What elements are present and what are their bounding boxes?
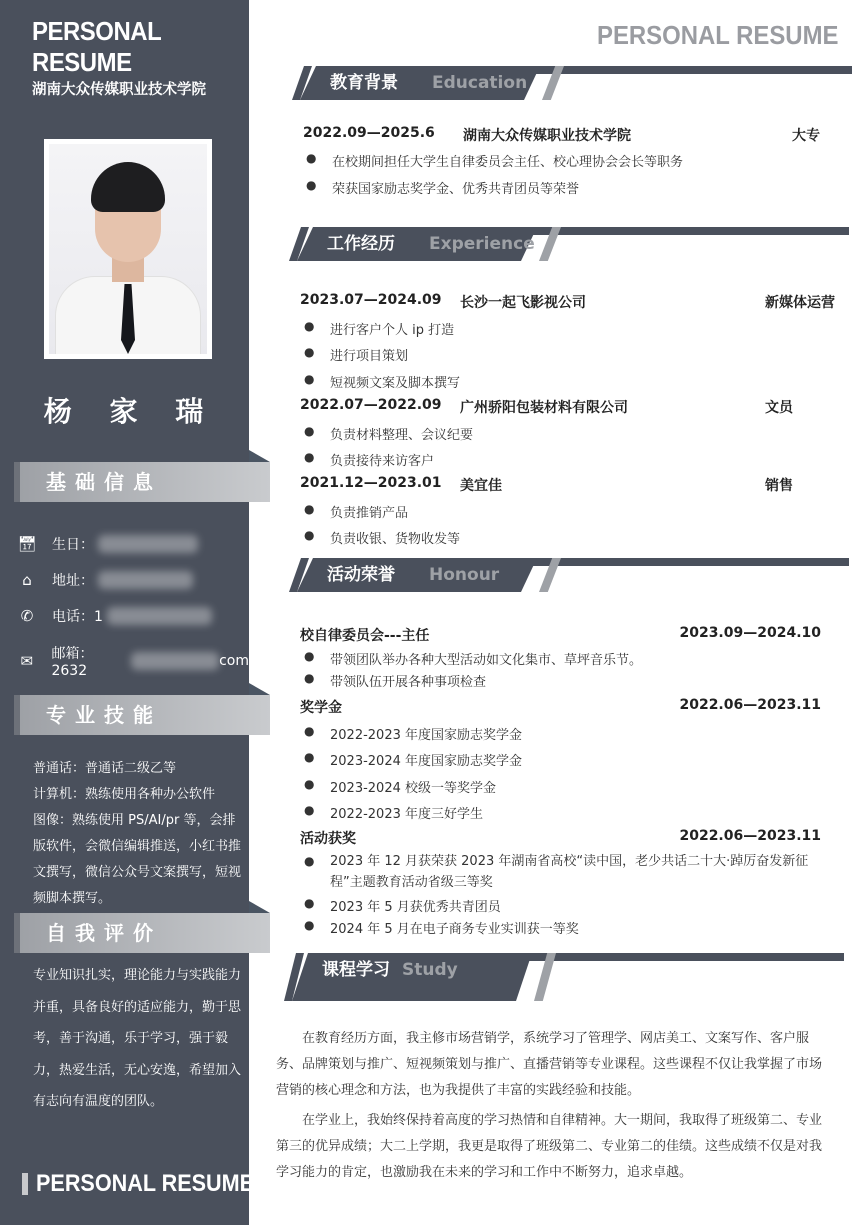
section-title-cn: 课程学习 — [322, 960, 390, 980]
list-item: ● 负责接待来访客户 — [304, 450, 435, 469]
self-eval-title: 自我评价 — [46, 921, 162, 945]
entry-date: 2022.09—2025.6 — [303, 125, 435, 141]
redacted-value — [98, 535, 198, 553]
email-row — [16, 643, 249, 679]
section-title-cn: 教育背景 — [330, 73, 398, 93]
group-title: 奖学金 — [300, 700, 342, 716]
entry-org: 美宜佳 — [460, 478, 502, 494]
list-item: ● 进行客户个人 ip 打造 — [304, 319, 455, 338]
group-date: 2022.06—2023.11 — [679, 828, 821, 844]
skills-header — [14, 695, 270, 735]
list-item: ● 2024 年 5 月在电子商务专业实训获一等奖 — [304, 918, 579, 937]
study-paragraph: 在教育经历方面，我主修市场营销学，系统学习了管理学、网店美工、文案写作、客户服务、品牌策划与推广、短视频策划与推广、直播营销等专业课程。这些课程不仅让我掌握了市场营销的核心理念和方法，也为我提供了丰富的实践经验和技能。 — [276, 1031, 823, 1098]
skill-item: 图像：熟练使用 PS/AI/pr 等，会排版软件，会微信编辑推送，小红书推文撰写，微信公众号文案撰写，短视频脚本撰写。 — [33, 813, 242, 906]
list-item: ● 负责材料整理、会议纪要 — [304, 424, 474, 443]
entry-org: 湖南大众传媒职业技术学院 — [463, 128, 631, 144]
redacted-value — [131, 652, 219, 670]
profile-photo — [44, 139, 212, 359]
self-eval-header — [14, 913, 270, 953]
address-label: 地址： — [52, 573, 94, 589]
honour-group-title — [300, 697, 835, 717]
sidebar-footer — [22, 1170, 278, 1198]
section-tab-corner — [249, 683, 270, 695]
redacted-value — [107, 607, 212, 625]
entry-role: 大专 — [792, 128, 820, 144]
section-title-cn: 工作经历 — [327, 234, 395, 254]
honour-group-title — [300, 828, 835, 848]
basic-info-title: 基础信息 — [46, 470, 162, 494]
list-item: ● 2023-2024 年度国家励志奖学金 — [304, 750, 522, 769]
list-item: ● 带领团队举办各种大型活动如文化集市、草坪音乐节。 — [304, 649, 643, 668]
experience-header — [289, 227, 849, 261]
section-title-en: Study — [402, 960, 458, 980]
job-entry — [300, 475, 835, 495]
list-item: ● 在校期间担任大学生自律委员会主任、校心理协会会长等职务 — [306, 151, 684, 170]
home-icon: ⌂ — [22, 571, 32, 589]
avatar — [49, 144, 207, 354]
calendar-icon: 📅︎ — [17, 535, 37, 553]
main-title: PERSONAL RESUME — [596, 20, 838, 50]
entry-date: 2023.07—2024.09 — [300, 292, 442, 308]
list-item: ● 负责推销产品 — [304, 502, 409, 521]
section-title-en: Honour — [429, 565, 500, 585]
honour-group-title — [300, 625, 835, 645]
phone-row — [16, 606, 212, 626]
list-item: ● 带领队伍开展各种事项检查 — [304, 671, 487, 690]
school-name: 湖南大众传媒职业技术学院 — [32, 82, 206, 98]
email-label: 邮箱：2632 — [51, 646, 94, 679]
footer-title: PERSONAL RESUME — [36, 1170, 255, 1197]
honour-header — [289, 558, 849, 592]
job-entry — [300, 292, 835, 312]
section-tab-corner — [249, 901, 270, 913]
entry-date: 2022.07—2022.09 — [300, 397, 442, 413]
entry-role: 新媒体运营 — [765, 295, 835, 311]
group-title: 活动获奖 — [300, 831, 356, 847]
email-tail: com — [219, 653, 249, 669]
skill-item: 计算机：熟练使用各种办公软件 — [33, 787, 216, 802]
study-header — [284, 953, 844, 1001]
entry-org: 长沙一起飞影视公司 — [460, 295, 586, 311]
address-row — [16, 570, 193, 590]
skills-title: 专业技能 — [46, 703, 162, 727]
list-item: ● 短视频文案及脚本撰写 — [304, 372, 461, 391]
study-paragraph: 在学业上，我始终保持着高度的学习热情和自律精神。大一期间，我取得了班级第二、专业第三的优异成绩；大二上学期，我更是取得了班级第二、专业第二的佳绩。这些成绩不仅是对我学习能力的肯定，也激励我在未来的学习和工作中不断努力，追求卓越。 — [276, 1113, 823, 1180]
person-name: 杨 家 瑞 — [43, 395, 218, 428]
phone-icon: ✆ — [20, 607, 34, 625]
birthday-label: 生日： — [52, 537, 94, 553]
entry-role: 销售 — [765, 478, 793, 494]
list-item: ● 负责收银、货物收发等 — [304, 528, 461, 547]
list-item: ● 2022-2023 年度国家励志奖学金 — [304, 724, 522, 743]
section-tab-corner — [249, 450, 270, 462]
section-title-en: Education — [432, 73, 528, 93]
group-title: 校自律委员会---主任 — [300, 628, 430, 644]
redacted-value — [98, 571, 193, 589]
education-entry — [303, 125, 838, 145]
list-item: ● 2023 年 12 月获荣获 2023 年湖南省高校“读中国，老少共话二十大·踔厉奋发新征程”主题教育活动省级三等奖 — [304, 854, 809, 890]
entry-date: 2021.12—2023.01 — [300, 475, 442, 491]
section-title-en: Experience — [429, 234, 535, 254]
list-item: ● 2023-2024 校级一等奖学金 — [304, 777, 496, 796]
job-entry — [300, 397, 835, 417]
sidebar-title: PERSONAL RESUME — [32, 16, 161, 77]
phone-label: 电话：1 — [52, 609, 103, 625]
mail-icon: ✉ — [20, 652, 34, 670]
sidebar — [0, 0, 255, 1225]
section-title-cn: 活动荣誉 — [327, 565, 395, 585]
list-item: ● 荣获国家励志奖学金、优秀共青团员等荣誉 — [306, 178, 580, 197]
skills-list — [33, 756, 241, 912]
group-date: 2022.06—2023.11 — [679, 697, 821, 713]
self-eval-text: 专业知识扎实，理论能力与实践能力并重，具备良好的适应能力，勤于思考，善于沟通，乐于学习，强于毅力，热爱生活，无心安逸，希望加入有志向有温度的团队。 — [33, 968, 242, 1109]
list-item: ● 进行项目策划 — [304, 345, 409, 364]
list-item: ● 2023 年 5 月获优秀共青团员 — [304, 896, 501, 915]
entry-org: 广州骄阳包装材料有限公司 — [460, 400, 628, 416]
skill-item: 普通话：普通话二级乙等 — [33, 761, 177, 776]
list-item: ● 2022-2023 年度三好学生 — [304, 803, 483, 822]
education-header — [292, 66, 852, 100]
entry-role: 文员 — [765, 400, 793, 416]
group-date: 2023.09—2024.10 — [679, 625, 821, 641]
birthday-row — [16, 534, 198, 554]
basic-info-header — [14, 462, 270, 502]
